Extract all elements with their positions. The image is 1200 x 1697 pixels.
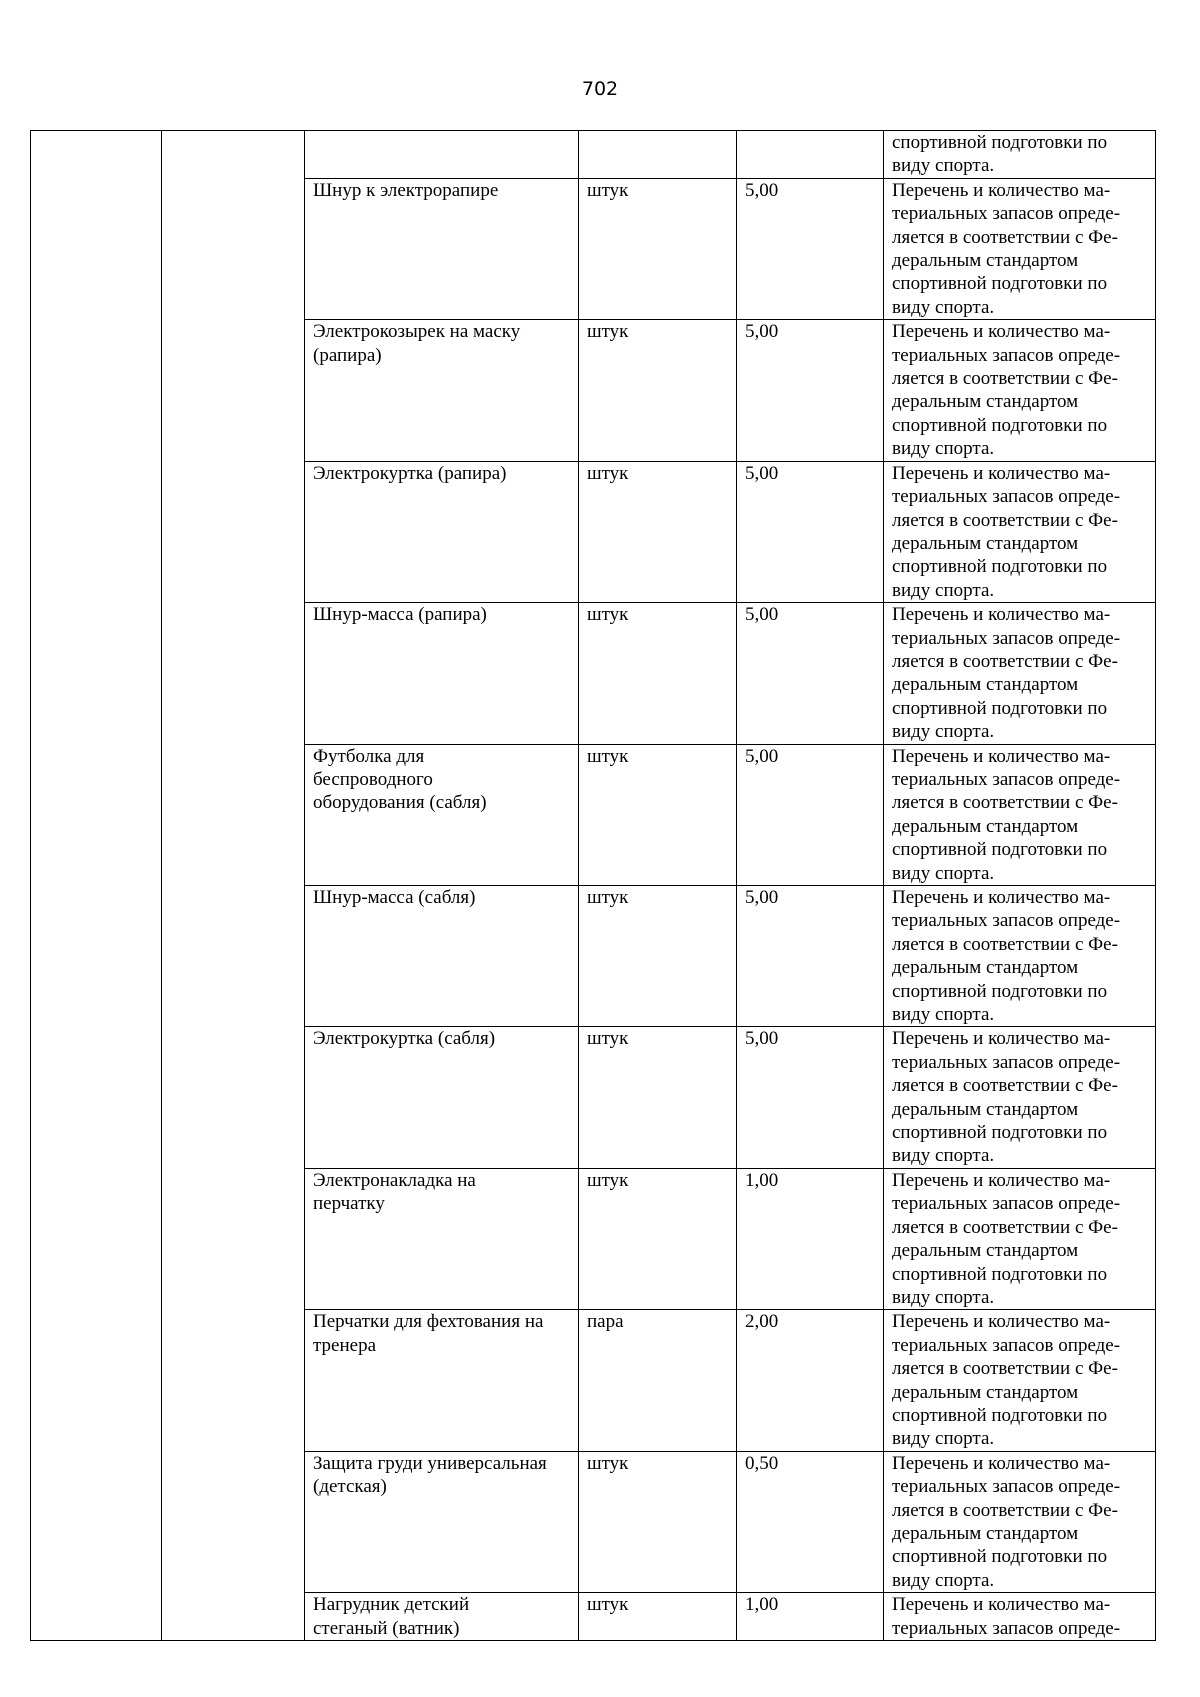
cell-quantity: 5,00 xyxy=(737,744,884,885)
cell-unit: пара xyxy=(579,1310,737,1451)
note-line: териальных запасов опреде- xyxy=(892,910,1121,932)
cell-name: Футболка для беспроводного оборудования (сабля) xyxy=(305,744,579,885)
note-line: Перечень и количество ма- xyxy=(892,604,1111,626)
note-line: деральным стандартом xyxy=(892,1240,1079,1262)
note-line: спортивной подготовки по xyxy=(892,556,1108,578)
cell-quantity: 5,00 xyxy=(737,603,884,744)
note-line: ляется в соответствии с Фе- xyxy=(892,933,1118,955)
cell-qty-empty xyxy=(737,131,884,179)
cell-name: Нагрудник детский стеганый (ватник) xyxy=(305,1593,579,1641)
merged-cell-col-1 xyxy=(31,131,162,1641)
note-line: териальных запасов опреде- xyxy=(892,1476,1121,1498)
cell-quantity: 5,00 xyxy=(737,461,884,602)
cell-unit: штук xyxy=(579,744,737,885)
cell-quantity: 5,00 xyxy=(737,1027,884,1168)
note-line: виду спорта. xyxy=(892,1004,995,1026)
note-line: териальных запасов опреде- xyxy=(892,1193,1121,1215)
note-line: ляется в соответствии с Фе- xyxy=(892,226,1118,248)
note-line: деральным стандартом xyxy=(892,250,1079,272)
cell-unit: штук xyxy=(579,320,737,461)
cell-note xyxy=(884,603,1156,744)
cell-note xyxy=(884,1451,1156,1592)
note-line: спортивной подготовки по xyxy=(892,273,1108,295)
note-line: териальных запасов опреде- xyxy=(892,486,1121,508)
cell-unit: штук xyxy=(579,1168,737,1309)
note-line: териальных запасов опреде- xyxy=(892,344,1121,366)
note-line: ляется в соответствии с Фе- xyxy=(892,1216,1118,1238)
note-line: Перечень и количество ма- xyxy=(892,179,1111,201)
cell-note xyxy=(884,178,1156,319)
cell-note xyxy=(884,461,1156,602)
note-line: деральным стандартом xyxy=(892,815,1079,837)
note-line: Перечень и количество ма- xyxy=(892,1594,1111,1616)
page-number: 702 xyxy=(581,78,619,100)
note-line: Перечень и количество ма- xyxy=(892,1452,1111,1474)
cell-note xyxy=(884,320,1156,461)
note-line: виду спорта. xyxy=(892,155,995,177)
cell-note-continuation xyxy=(884,131,1156,179)
cell-unit: штук xyxy=(579,1451,737,1592)
note-line: деральным стандартом xyxy=(892,674,1079,696)
note-line: ляется в соответствии с Фе- xyxy=(892,368,1118,390)
cell-quantity: 1,00 xyxy=(737,1168,884,1309)
cell-name: Электрокозырек на маску (рапира) xyxy=(305,320,579,461)
cell-note xyxy=(884,744,1156,885)
note-line: ляется в соответствии с Фе- xyxy=(892,1358,1118,1380)
note-line: ляется в соответствии с Фе- xyxy=(892,1499,1118,1521)
note-line: спортивной подготовки по xyxy=(892,1263,1108,1285)
note-line: виду спорта. xyxy=(892,721,995,743)
cell-name-empty xyxy=(305,131,579,179)
cell-name: Электронакладка на перчатку xyxy=(305,1168,579,1309)
note-line: деральным стандартом xyxy=(892,1381,1079,1403)
cell-unit-empty xyxy=(579,131,737,179)
note-line: спортивной подготовки по xyxy=(892,1122,1108,1144)
note-line: деральным стандартом xyxy=(892,391,1079,413)
table-row-continuation xyxy=(31,131,1156,179)
note-line: спортивной подготовки по xyxy=(892,1546,1108,1568)
note-line: териальных запасов опреде- xyxy=(892,768,1121,790)
note-line: ляется в соответствии с Фе- xyxy=(892,1075,1118,1097)
note-line: виду спорта. xyxy=(892,438,995,460)
cell-quantity: 5,00 xyxy=(737,320,884,461)
note-line: спортивной подготовки по xyxy=(892,839,1108,861)
note-line: спортивной подготовки по xyxy=(892,414,1108,436)
note-line: Перечень и количество ма- xyxy=(892,745,1111,767)
note-line: Перечень и количество ма- xyxy=(892,462,1111,484)
cell-note xyxy=(884,886,1156,1027)
note-line: деральным стандартом xyxy=(892,957,1079,979)
cell-quantity: 5,00 xyxy=(737,886,884,1027)
cell-name: Шнур-масса (рапира) xyxy=(305,603,579,744)
cell-name: Перчатки для фехтования на тренера xyxy=(305,1310,579,1451)
note-line: ляется в соответствии с Фе- xyxy=(892,792,1118,814)
note-line: деральным стандартом xyxy=(892,1098,1079,1120)
note-line: виду спорта. xyxy=(892,862,995,884)
note-line: спортивной подготовки по xyxy=(892,980,1108,1002)
cell-name: Шнур-масса (сабля) xyxy=(305,886,579,1027)
cell-name: Электрокуртка (рапира) xyxy=(305,461,579,602)
note-line: виду спорта. xyxy=(892,1569,995,1591)
cell-quantity: 5,00 xyxy=(737,178,884,319)
note-line: виду спорта. xyxy=(892,1286,995,1308)
equipment-table xyxy=(30,130,1156,1641)
note-line: деральным стандартом xyxy=(892,1522,1079,1544)
note-line: виду спорта. xyxy=(892,579,995,601)
note-line: ляется в соответствии с Фе- xyxy=(892,650,1118,672)
cell-quantity: 0,50 xyxy=(737,1451,884,1592)
note-line: виду спорта. xyxy=(892,296,995,318)
cell-unit: штук xyxy=(579,178,737,319)
cell-unit: штук xyxy=(579,461,737,602)
note-line: териальных запасов опреде- xyxy=(892,203,1121,225)
cell-name: Электрокуртка (сабля) xyxy=(305,1027,579,1168)
note-line: Перечень и количество ма- xyxy=(892,1028,1111,1050)
note-line: виду спорта. xyxy=(892,1428,995,1450)
note-line: спортивной подготовки по xyxy=(892,132,1108,153)
cell-unit: штук xyxy=(579,1027,737,1168)
merged-cell-col-2 xyxy=(162,131,305,1641)
note-line: виду спорта. xyxy=(892,1145,995,1167)
note-line: Перечень и количество ма- xyxy=(892,887,1111,908)
cell-quantity: 1,00 xyxy=(737,1593,884,1641)
note-line: спортивной подготовки по xyxy=(892,697,1108,719)
cell-note xyxy=(884,1310,1156,1451)
cell-note xyxy=(884,1168,1156,1309)
cell-note xyxy=(884,1027,1156,1168)
note-line: териальных запасов опреде- xyxy=(892,627,1121,649)
cell-unit: штук xyxy=(579,603,737,744)
cell-note xyxy=(884,1593,1156,1641)
cell-name: Защита груди универсальная (детская) xyxy=(305,1451,579,1592)
cell-quantity: 2,00 xyxy=(737,1310,884,1451)
cell-unit: штук xyxy=(579,1593,737,1641)
note-line: териальных запасов опреде- xyxy=(892,1051,1121,1073)
note-line: ляется в соответствии с Фе- xyxy=(892,509,1118,531)
note-line: Перечень и количество ма- xyxy=(892,1169,1111,1191)
note-line: спортивной подготовки по xyxy=(892,1404,1108,1426)
table-body xyxy=(31,131,1156,1641)
cell-name: Шнур к электрорапире xyxy=(305,178,579,319)
note-line: деральным стандартом xyxy=(892,532,1079,554)
note-line: териальных запасов опреде- xyxy=(892,1617,1121,1639)
cell-unit: штук xyxy=(579,886,737,1027)
note-line: териальных запасов опреде- xyxy=(892,1334,1121,1356)
note-line: Перечень и количество ма- xyxy=(892,321,1111,343)
note-line: Перечень и количество ма- xyxy=(892,1311,1111,1333)
